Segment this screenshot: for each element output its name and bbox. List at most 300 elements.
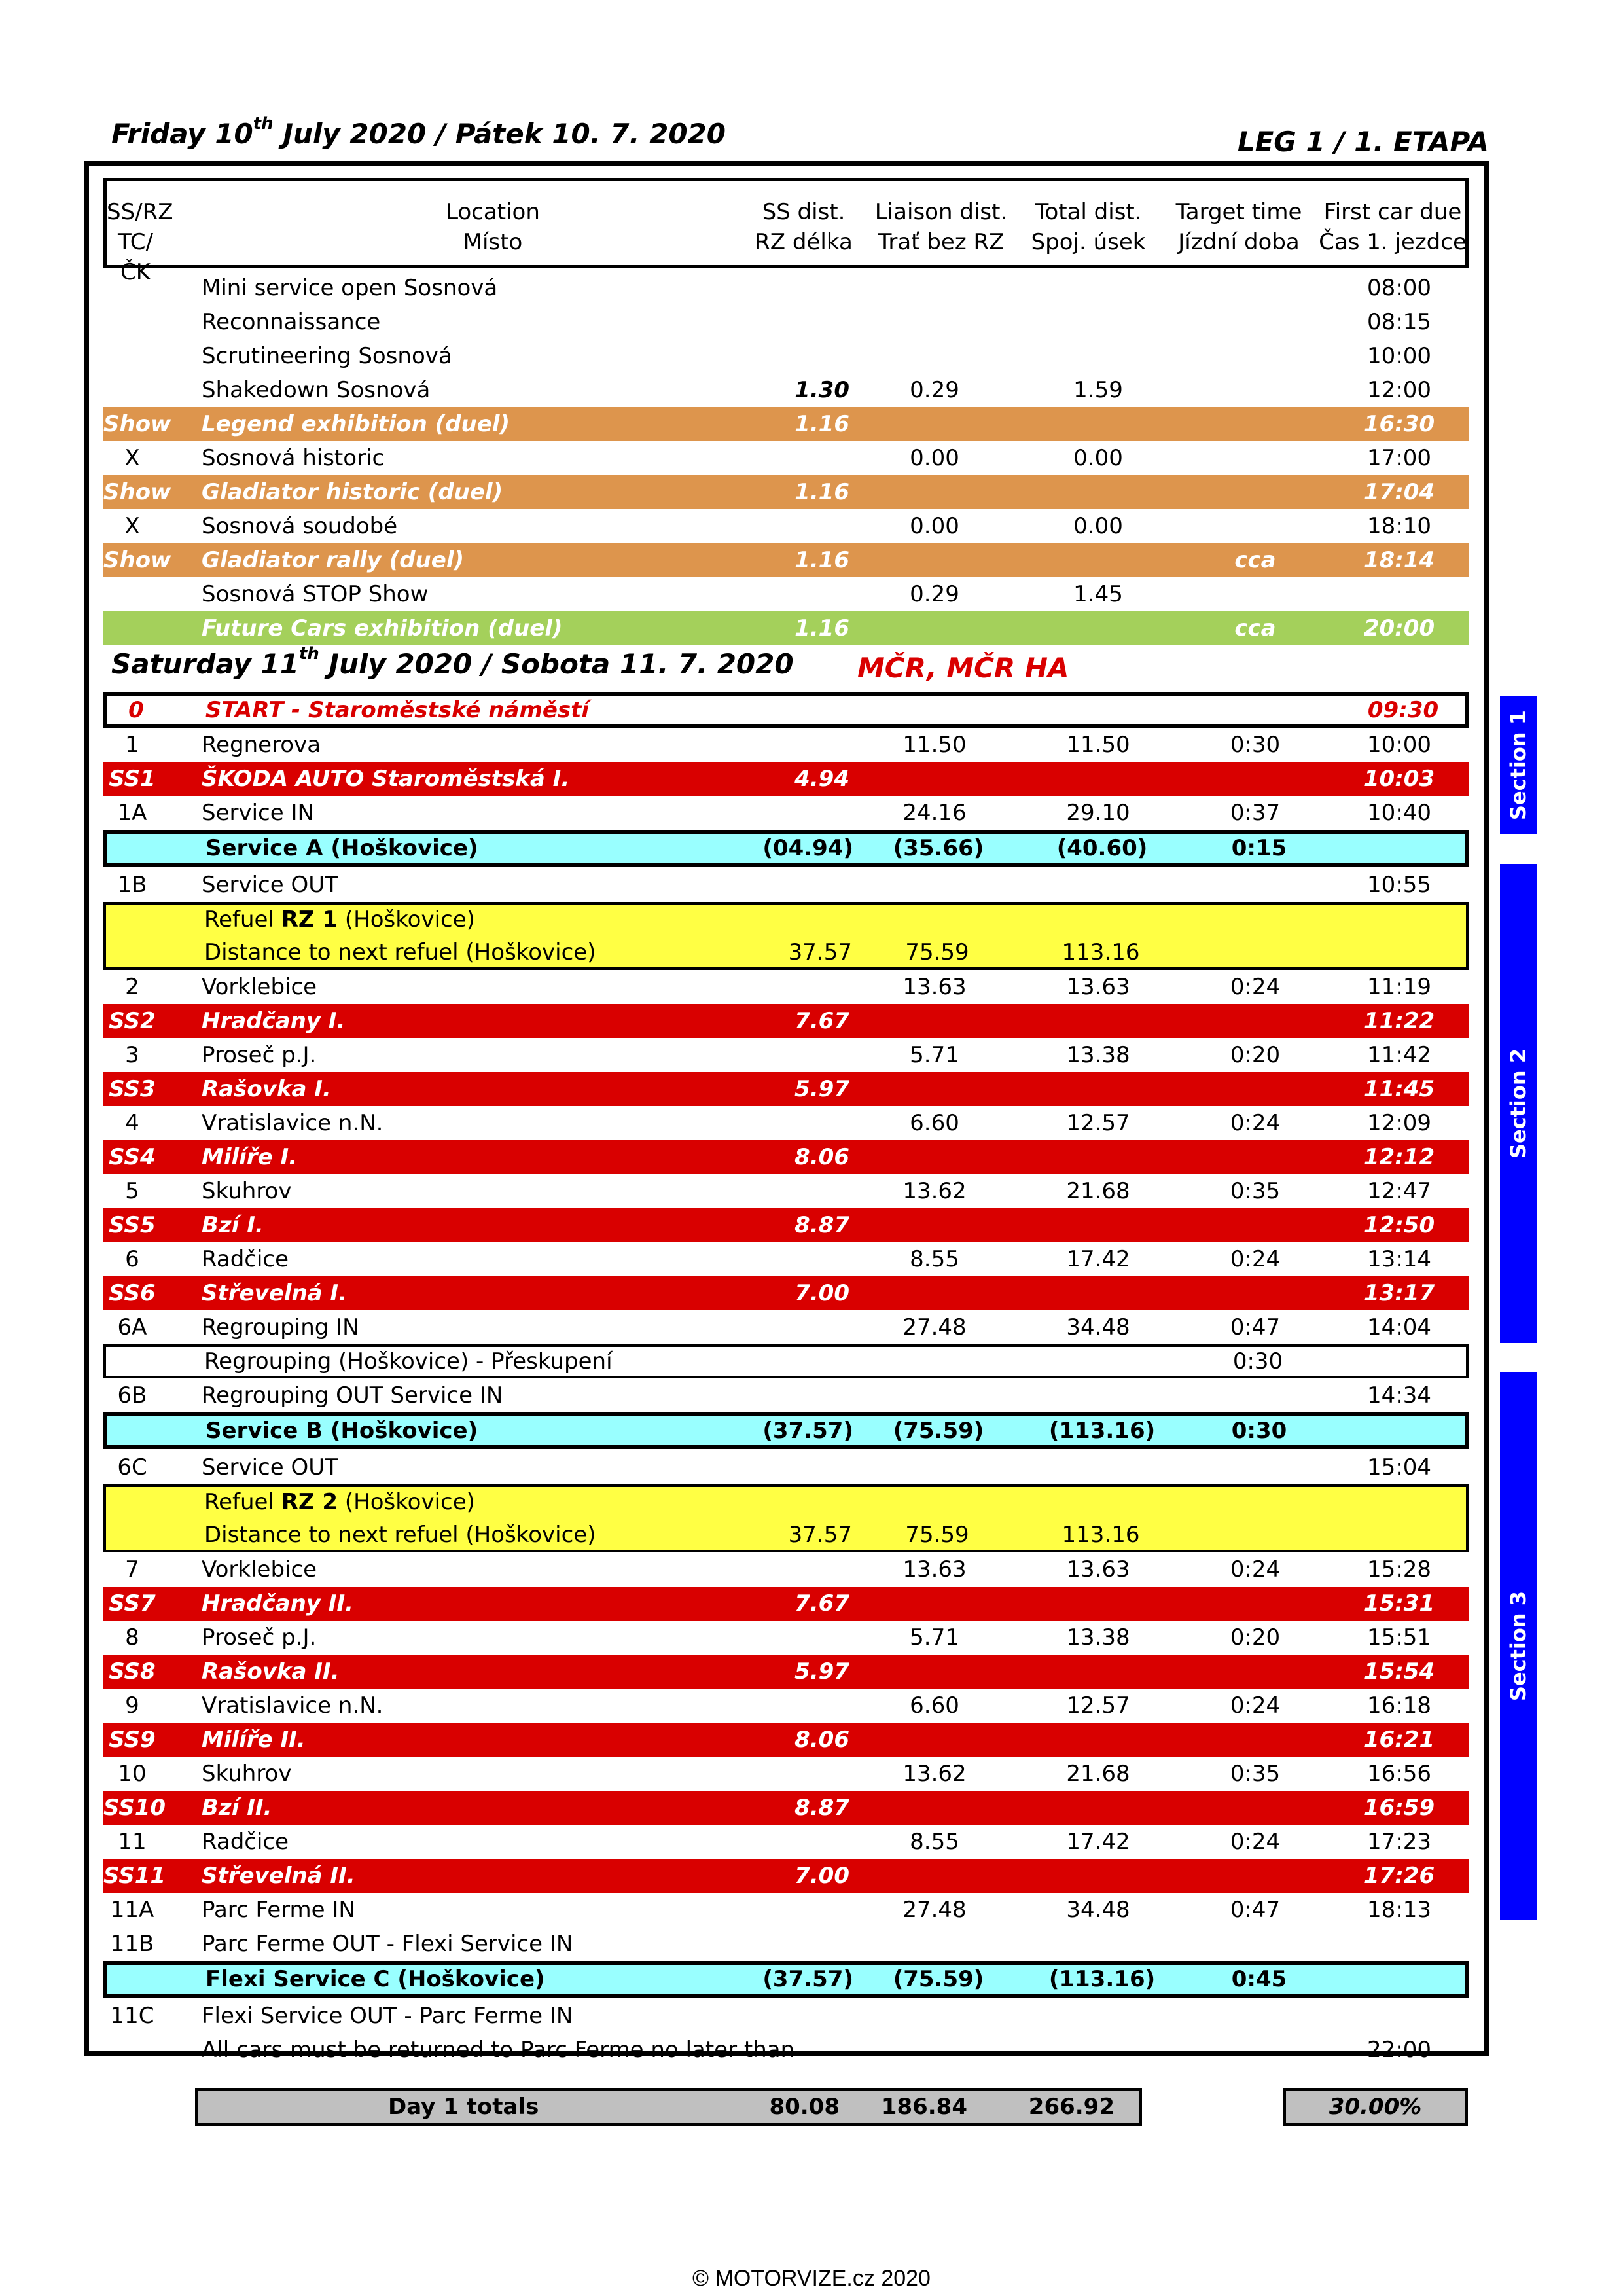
schedule-row — [103, 1689, 1469, 1723]
row-target-time: 0:47 — [1230, 1314, 1281, 1340]
row-location: Gladiator rally (duel) — [202, 547, 465, 573]
row-location — [204, 1487, 475, 1517]
row-first-car: 15:04 — [1367, 1454, 1431, 1480]
schedule-row — [103, 1723, 1469, 1757]
row-control: Show — [103, 479, 171, 505]
col-header-no-en: SS/RZ — [107, 199, 173, 225]
row-liaison-dist: 24.16 — [902, 800, 967, 826]
row-first-car: 10:00 — [1367, 732, 1431, 758]
row-location: Flexi Service OUT - Parc Ferme IN — [202, 2003, 573, 2029]
row-total-dist: 11.50 — [1066, 732, 1130, 758]
schedule-row — [103, 1893, 1469, 1927]
row-control: SS3 — [109, 1076, 156, 1102]
row-target-time: cca — [1234, 615, 1276, 641]
section-3-bar — [1500, 1372, 1537, 1920]
row-location: Rašovka II. — [202, 1659, 340, 1685]
col-header-liaison — [869, 197, 1013, 257]
row-first-car: 17:04 — [1363, 479, 1435, 505]
row-location: Radčice — [202, 1829, 289, 1855]
row-control: 11B — [110, 1931, 154, 1957]
row-ss-dist: (37.57) — [762, 1418, 853, 1444]
row-control: 6B — [117, 1382, 147, 1408]
row-target-time: 0:37 — [1230, 800, 1281, 826]
refuel-label: Refuel — [204, 1489, 274, 1515]
row-first-car: 12:00 — [1367, 377, 1431, 403]
row-first-car: 14:34 — [1367, 1382, 1431, 1408]
row-control: 8 — [125, 1624, 139, 1651]
row-first-car: 11:42 — [1367, 1042, 1431, 1068]
row-ss-dist: 7.00 — [794, 1863, 849, 1889]
row-control: SS5 — [109, 1212, 156, 1238]
row-location: Gladiator historic (duel) — [202, 479, 503, 505]
col-header-target — [1160, 197, 1317, 257]
row-first-car: 17:00 — [1367, 445, 1431, 471]
schedule-row — [103, 1757, 1469, 1791]
row-location: Střevelná I. — [202, 1280, 347, 1306]
friday-title-text: Friday 10 — [111, 118, 253, 150]
row-ss-dist: 37.57 — [788, 1522, 852, 1548]
row-ss-dist: 1.30 — [794, 377, 849, 403]
schedule-row — [103, 373, 1469, 407]
schedule-row — [103, 1174, 1469, 1208]
row-ss-dist: 5.97 — [794, 1076, 849, 1102]
row-target-time: 0:24 — [1230, 1110, 1281, 1136]
row-first-car: 15:31 — [1363, 1590, 1435, 1617]
row-location: Shakedown Sosnová — [202, 377, 431, 403]
friday-title-rest: July 2020 / Pátek 10. 7. 2020 — [273, 118, 726, 150]
schedule-row — [103, 305, 1469, 339]
refuel-place: (Hoškovice) — [344, 1489, 475, 1515]
row-first-car: 09:30 — [1367, 697, 1439, 723]
schedule-row — [103, 441, 1469, 475]
row-total-dist: 13.38 — [1066, 1042, 1130, 1068]
row-first-car: 14:04 — [1367, 1314, 1431, 1340]
row-total-dist: 17.42 — [1066, 1246, 1130, 1272]
schedule-row — [103, 611, 1469, 645]
row-location: Service OUT — [202, 1454, 338, 1480]
schedule-row — [103, 1825, 1469, 1859]
row-total-dist: 12.57 — [1066, 1693, 1130, 1719]
row-liaison-dist: 0.00 — [910, 445, 959, 471]
row-location: Service IN — [202, 800, 314, 826]
row-control: 2 — [125, 974, 139, 1000]
row-control: SS7 — [109, 1590, 156, 1617]
row-first-car: 13:14 — [1367, 1246, 1431, 1272]
row-ss-dist: 37.57 — [788, 939, 852, 965]
row-liaison-dist: 13.62 — [902, 1178, 967, 1204]
row-location: Vorklebice — [202, 974, 317, 1000]
row-control: 6C — [117, 1454, 147, 1480]
row-target-time: 0:20 — [1230, 1624, 1281, 1651]
row-total-dist: 1.59 — [1073, 377, 1123, 403]
section-3-label: Section 3 — [1506, 1590, 1531, 1702]
row-target-time: 0:24 — [1230, 1556, 1281, 1583]
row-first-car: 13:17 — [1363, 1280, 1435, 1306]
row-location: Legend exhibition (duel) — [202, 411, 510, 437]
schedule-row — [103, 1412, 1469, 1449]
row-total-dist: (113.16) — [1048, 1418, 1156, 1444]
row-total-dist: 12.57 — [1066, 1110, 1130, 1136]
schedule-row — [103, 1621, 1469, 1655]
section-2-bar — [1500, 864, 1537, 1343]
row-total-dist: 17.42 — [1066, 1829, 1130, 1855]
schedule-row — [103, 271, 1469, 305]
row-location: Service OUT — [202, 872, 338, 898]
row-target-time: 0:30 — [1230, 732, 1281, 758]
row-control: SS8 — [109, 1659, 156, 1685]
row-location: START - Staroměstské náměstí — [205, 697, 590, 723]
schedule-row — [103, 1587, 1469, 1621]
row-total-dist: 113.16 — [1061, 939, 1140, 965]
row-total-dist: 0.00 — [1073, 513, 1123, 539]
row-ss-dist: 5.97 — [794, 1659, 849, 1685]
schedule-row — [103, 1038, 1469, 1072]
row-ss-dist: (37.57) — [762, 1966, 853, 1992]
row-location: Milíře II. — [202, 1727, 306, 1753]
row-liaison-dist: (35.66) — [893, 835, 984, 861]
row-location: Proseč p.J. — [202, 1624, 317, 1651]
row-location: Parc Ferme IN — [202, 1897, 355, 1923]
row-first-car: 11:19 — [1367, 974, 1431, 1000]
row-liaison-dist: 5.71 — [910, 1624, 959, 1651]
row-first-car: 20:00 — [1363, 615, 1435, 641]
row-total-dist: 13.38 — [1066, 1624, 1130, 1651]
col-header-ss-en: SS dist. — [762, 199, 846, 225]
row-control: 6A — [117, 1314, 147, 1340]
row-control: 0 — [128, 697, 144, 723]
row-first-car: 16:21 — [1363, 1727, 1435, 1753]
row-ss-dist: 1.16 — [794, 615, 849, 641]
row-ss-dist: 1.16 — [794, 411, 849, 437]
row-target-time: 0:24 — [1230, 1693, 1281, 1719]
row-target-time: cca — [1234, 547, 1276, 573]
row-liaison-dist: 27.48 — [902, 1314, 967, 1340]
section-1-label: Section 1 — [1506, 709, 1531, 821]
schedule-row — [103, 1450, 1469, 1484]
row-liaison-dist: 8.55 — [910, 1246, 959, 1272]
row-location: Sosnová soudobé — [202, 513, 398, 539]
row-total-dist: 113.16 — [1061, 1522, 1140, 1548]
row-first-car: 12:12 — [1363, 1144, 1435, 1170]
totals-ss: 80.08 — [769, 2094, 840, 2120]
row-location: Regnerova — [202, 732, 321, 758]
row-location: Scrutineering Sosnová — [202, 343, 452, 369]
schedule-row — [103, 475, 1469, 509]
row-location: Skuhrov — [202, 1178, 292, 1204]
row-liaison-dist: (75.59) — [893, 1418, 984, 1444]
row-control: SS1 — [109, 766, 156, 792]
row-location: Střevelná II. — [202, 1863, 355, 1889]
refuel-stage: RZ 2 — [281, 1489, 338, 1515]
row-target-time: 0:15 — [1231, 835, 1287, 861]
row-first-car: 10:40 — [1367, 800, 1431, 826]
row-first-car: 17:26 — [1363, 1863, 1435, 1889]
row-first-car: 18:10 — [1367, 513, 1431, 539]
row-location: Service B (Hoškovice) — [205, 1418, 478, 1444]
row-control: 9 — [125, 1693, 139, 1719]
row-first-car: 16:56 — [1367, 1761, 1431, 1787]
row-target-time: 0:24 — [1230, 1246, 1281, 1272]
schedule-row — [103, 796, 1469, 830]
row-location: Regrouping IN — [202, 1314, 359, 1340]
row-total-dist: (40.60) — [1056, 835, 1148, 861]
col-header-first-car-en: First car due — [1323, 199, 1462, 225]
row-liaison-dist: 6.60 — [910, 1693, 959, 1719]
row-location: Bzí I. — [202, 1212, 264, 1238]
schedule-row — [103, 2033, 1469, 2067]
row-total-dist: (113.16) — [1048, 1966, 1156, 1992]
row-control: 4 — [125, 1110, 139, 1136]
schedule-row — [103, 728, 1469, 762]
schedule-row — [103, 1208, 1469, 1242]
row-first-car: 18:14 — [1363, 547, 1435, 573]
row-control: SS6 — [109, 1280, 156, 1306]
row-total-dist: 34.48 — [1066, 1897, 1130, 1923]
col-header-liaison-cz: Trať bez RZ — [878, 229, 1005, 255]
row-ss-dist: 8.06 — [794, 1144, 849, 1170]
row-target-time: 0:47 — [1230, 1897, 1281, 1923]
row-location: Reconnaissance — [202, 309, 381, 335]
col-header-total-cz: Spoj. úsek — [1031, 229, 1146, 255]
row-control: 10 — [118, 1761, 147, 1787]
row-control: 11 — [118, 1829, 147, 1855]
schedule-row — [103, 1004, 1469, 1038]
col-header-location — [388, 197, 597, 257]
schedule-row — [103, 1999, 1469, 2033]
row-target-time: 0:24 — [1230, 974, 1281, 1000]
row-control: 7 — [125, 1556, 139, 1583]
row-location: Proseč p.J. — [202, 1042, 317, 1068]
row-location: Mini service open Sosnová — [202, 275, 498, 301]
schedule-row — [103, 1791, 1469, 1825]
col-header-liaison-en: Liaison dist. — [874, 199, 1008, 225]
championship-label: MČR, MČR HA — [857, 652, 1069, 684]
row-target-time: 0:30 — [1232, 1348, 1283, 1374]
schedule-row — [103, 1242, 1469, 1276]
row-control: 11C — [110, 2003, 154, 2029]
row-first-car: 16:30 — [1363, 411, 1435, 437]
row-location: Vratislavice n.N. — [202, 1693, 383, 1719]
row-control: 1B — [117, 872, 147, 898]
row-location: ŠKODA AUTO Staroměstská I. — [202, 766, 570, 792]
row-location: All cars must be returned to Parc Ferme no later than — [202, 2037, 795, 2063]
row-ss-dist: 7.00 — [794, 1280, 849, 1306]
row-first-car: 16:59 — [1363, 1795, 1435, 1821]
row-control: 1 — [125, 732, 139, 758]
schedule-row — [103, 1859, 1469, 1893]
copyright-footer: © MOTORVIZE.cz 2020 — [692, 2266, 931, 2291]
row-location — [204, 905, 475, 935]
row-total-dist: 13.63 — [1066, 1556, 1130, 1583]
row-liaison-dist: 27.48 — [902, 1897, 967, 1923]
row-liaison-dist: 0.00 — [910, 513, 959, 539]
row-location: Hradčany I. — [202, 1008, 346, 1034]
totals-percent: 30.00% — [1283, 2088, 1468, 2126]
col-header-total-en: Total dist. — [1035, 199, 1142, 225]
row-first-car: 12:47 — [1367, 1178, 1431, 1204]
col-header-location-cz: Místo — [463, 229, 523, 255]
row-total-dist: 0.00 — [1073, 445, 1123, 471]
row-total-dist: 21.68 — [1066, 1761, 1130, 1787]
row-location: Parc Ferme OUT - Flexi Service IN — [202, 1931, 573, 1957]
schedule-row — [103, 1310, 1469, 1344]
row-control: X — [124, 513, 140, 539]
row-ss-dist: (04.94) — [762, 835, 853, 861]
row-location: Bzí II. — [202, 1795, 272, 1821]
totals-label: Day 1 totals — [388, 2094, 539, 2120]
row-control: Show — [103, 547, 171, 573]
row-control: 6 — [125, 1246, 139, 1272]
row-total-dist: 13.63 — [1066, 974, 1130, 1000]
row-liaison-dist: 0.29 — [910, 377, 959, 403]
friday-title-sup: th — [253, 114, 274, 134]
schedule-row — [103, 339, 1469, 373]
row-liaison-dist: 8.55 — [910, 1829, 959, 1855]
row-liaison-dist: (75.59) — [893, 1966, 984, 1992]
schedule-row — [103, 830, 1469, 867]
schedule-row — [103, 1378, 1469, 1412]
row-location: Flexi Service C (Hoškovice) — [205, 1966, 545, 1992]
row-first-car: 22:00 — [1367, 2037, 1431, 2063]
row-target-time: 0:45 — [1231, 1966, 1287, 1992]
schedule-row — [103, 577, 1469, 611]
refuel-distance-label: Distance to next refuel (Hoškovice) — [204, 939, 596, 965]
row-location: Regrouping OUT Service IN — [202, 1382, 503, 1408]
row-first-car: 10:00 — [1367, 343, 1431, 369]
totals-total: 266.92 — [1028, 2094, 1115, 2120]
row-first-car: 18:13 — [1367, 1897, 1431, 1923]
row-control: 3 — [125, 1042, 139, 1068]
row-first-car: 11:22 — [1363, 1008, 1435, 1034]
row-liaison-dist: 5.71 — [910, 1042, 959, 1068]
row-total-dist: 29.10 — [1066, 800, 1130, 826]
schedule-row — [103, 692, 1469, 728]
saturday-title — [111, 644, 794, 680]
schedule-row — [103, 1140, 1469, 1174]
schedule-row — [103, 1344, 1469, 1378]
row-first-car: 16:18 — [1367, 1693, 1431, 1719]
row-ss-dist: 1.16 — [794, 479, 849, 505]
row-location: Service A (Hoškovice) — [205, 835, 478, 861]
col-header-ss — [738, 197, 869, 257]
row-first-car: 10:55 — [1367, 872, 1431, 898]
row-liaison-dist: 13.63 — [902, 974, 967, 1000]
row-target-time: 0:35 — [1230, 1178, 1281, 1204]
col-header-ss-cz: RZ délka — [755, 229, 853, 255]
schedule-row — [103, 1927, 1469, 1961]
saturday-title-sup: th — [298, 644, 319, 664]
row-ss-dist: 7.67 — [794, 1590, 849, 1617]
row-ss-dist: 7.67 — [794, 1008, 849, 1034]
section-2-label: Section 2 — [1506, 1048, 1531, 1159]
row-control: SS2 — [109, 1008, 156, 1034]
row-ss-dist: 4.94 — [794, 766, 849, 792]
row-first-car: 08:00 — [1367, 275, 1431, 301]
row-control: SS11 — [103, 1863, 166, 1889]
schedule-row — [103, 762, 1469, 796]
row-first-car: 12:09 — [1367, 1110, 1431, 1136]
saturday-title-rest: July 2020 / Sobota 11. 7. 2020 — [319, 648, 794, 680]
row-target-time: 0:24 — [1230, 1829, 1281, 1855]
schedule-row — [103, 1961, 1469, 1998]
column-header — [103, 178, 1469, 285]
row-ss-dist: 8.06 — [794, 1727, 849, 1753]
row-first-car: 10:03 — [1363, 766, 1435, 792]
row-location: Rašovka I. — [202, 1076, 331, 1102]
schedule-row — [103, 902, 1469, 970]
row-location: Vorklebice — [202, 1556, 317, 1583]
row-liaison-dist: 0.29 — [910, 581, 959, 607]
row-target-time: 0:35 — [1230, 1761, 1281, 1787]
schedule-row — [103, 1106, 1469, 1140]
row-first-car: 17:23 — [1367, 1829, 1431, 1855]
row-liaison-dist: 6.60 — [910, 1110, 959, 1136]
row-total-dist: 34.48 — [1066, 1314, 1130, 1340]
row-total-dist: 1.45 — [1073, 581, 1123, 607]
row-control: X — [124, 445, 140, 471]
row-location: Hradčany II. — [202, 1590, 354, 1617]
col-header-no-cz: TC/ČK — [118, 229, 153, 285]
row-control: SS10 — [103, 1795, 166, 1821]
schedule-row — [103, 543, 1469, 577]
refuel-place: (Hoškovice) — [344, 906, 475, 933]
row-target-time: 0:30 — [1231, 1418, 1287, 1444]
schedule-row — [103, 1072, 1469, 1106]
row-liaison-dist: 13.62 — [902, 1761, 967, 1787]
col-header-location-en: Location — [446, 199, 540, 225]
schedule-row — [103, 407, 1469, 441]
row-location: Vratislavice n.N. — [202, 1110, 383, 1136]
schedule-row — [103, 1484, 1469, 1552]
saturday-title-text: Saturday 11 — [111, 648, 299, 680]
refuel-stage: RZ 1 — [281, 906, 338, 933]
row-ss-dist: 8.87 — [794, 1795, 849, 1821]
schedule-row — [103, 1655, 1469, 1689]
row-control: 11A — [110, 1897, 154, 1923]
row-first-car: 15:28 — [1367, 1556, 1431, 1583]
day-totals — [195, 2088, 1142, 2126]
row-location: Sosnová STOP Show — [202, 581, 429, 607]
row-first-car: 15:54 — [1363, 1659, 1435, 1685]
row-liaison-dist: 11.50 — [902, 732, 967, 758]
col-header-target-en: Target time — [1175, 199, 1302, 225]
col-header-target-cz: Jízdní doba — [1178, 229, 1300, 255]
row-target-time: 0:20 — [1230, 1042, 1281, 1068]
row-control: Show — [103, 411, 171, 437]
row-control: SS9 — [109, 1727, 156, 1753]
row-liaison-dist: 75.59 — [905, 939, 969, 965]
row-control: SS4 — [109, 1144, 156, 1170]
row-location: Future Cars exhibition (duel) — [202, 615, 563, 641]
col-header-total — [1016, 197, 1160, 257]
row-location: Milíře I. — [202, 1144, 298, 1170]
row-ss-dist: 8.87 — [794, 1212, 849, 1238]
section-1-bar — [1500, 696, 1537, 834]
row-control: 1A — [117, 800, 147, 826]
row-control: 5 — [125, 1178, 139, 1204]
row-first-car: 15:51 — [1367, 1624, 1431, 1651]
schedule-row — [103, 868, 1469, 902]
schedule-row — [103, 1552, 1469, 1587]
col-header-first-car — [1317, 197, 1468, 257]
row-first-car: 11:45 — [1363, 1076, 1435, 1102]
row-first-car: 12:50 — [1363, 1212, 1435, 1238]
refuel-label: Refuel — [204, 906, 274, 933]
row-total-dist: 21.68 — [1066, 1178, 1130, 1204]
leg-title: LEG 1 / 1. ETAPA — [1237, 126, 1489, 158]
refuel-distance-label: Distance to next refuel (Hoškovice) — [204, 1522, 596, 1548]
row-ss-dist: 1.16 — [794, 547, 849, 573]
